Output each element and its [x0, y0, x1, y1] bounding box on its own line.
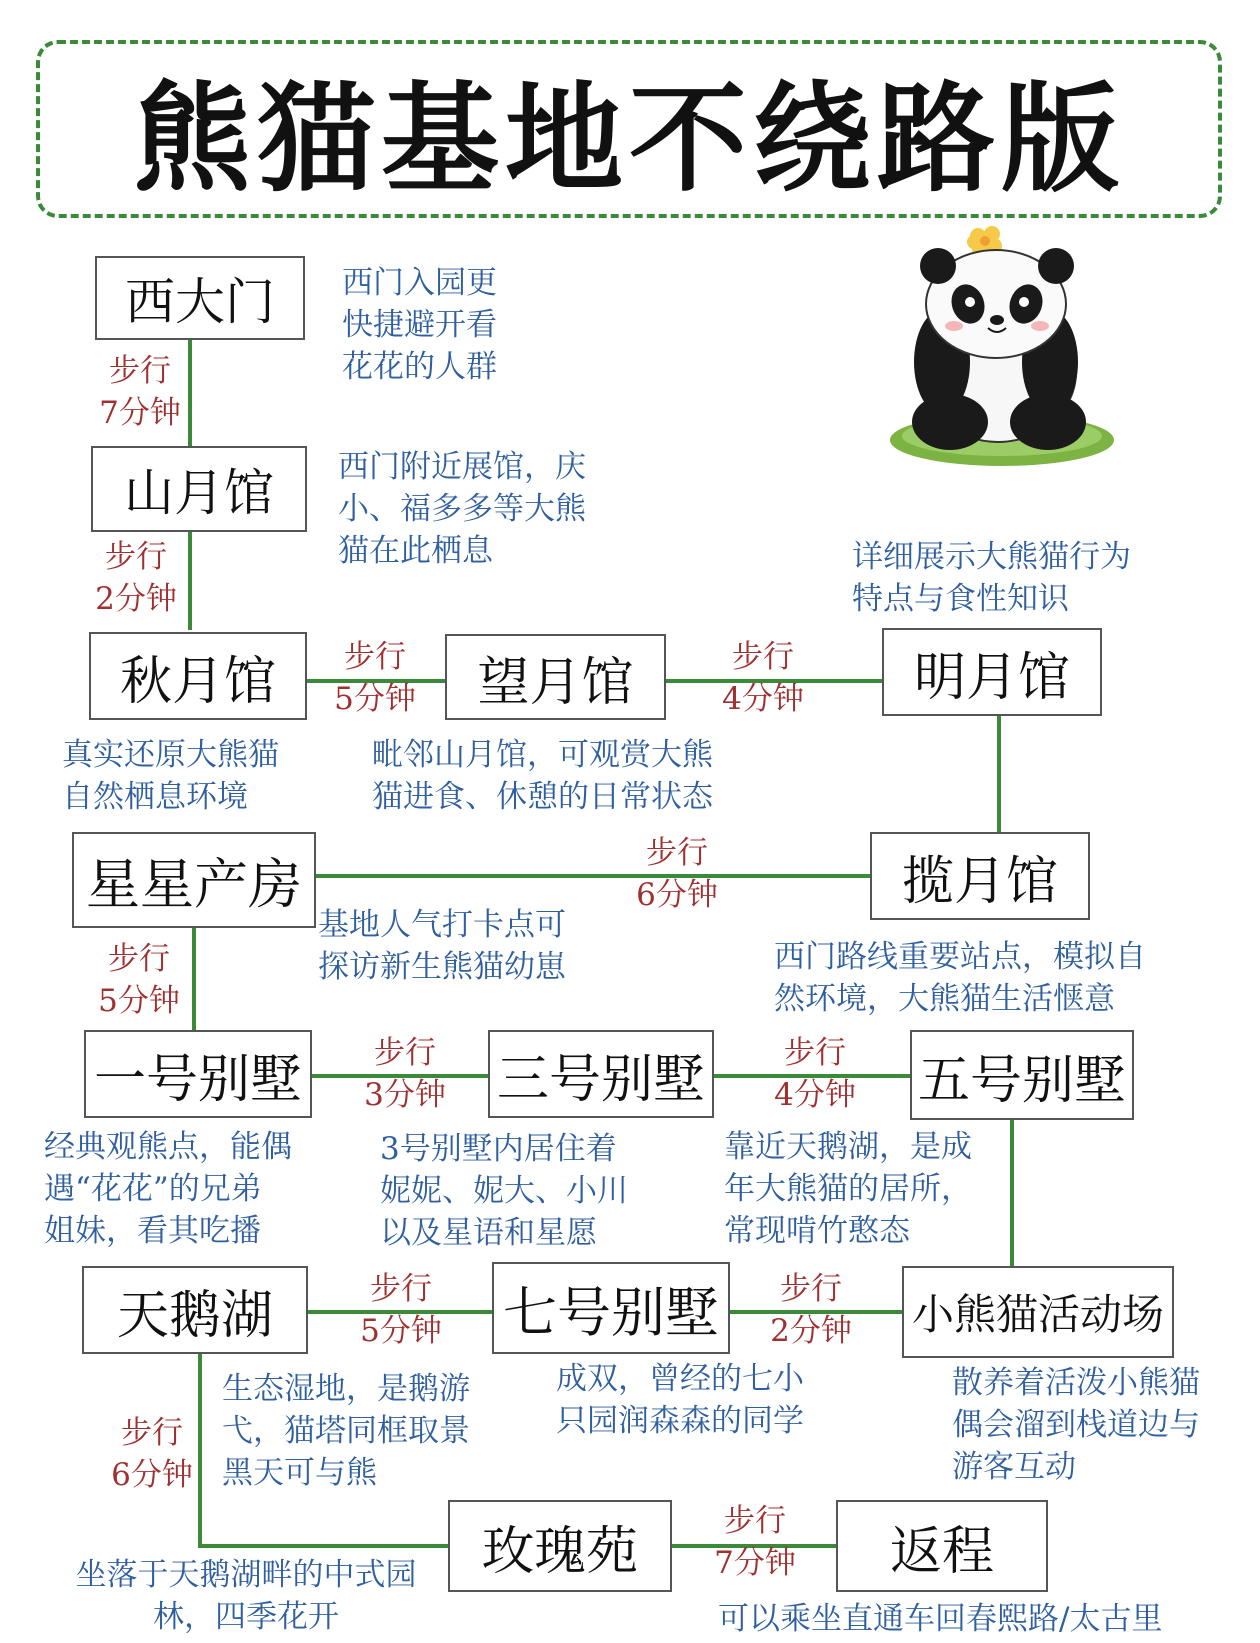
node-west-gate: 西大门: [95, 256, 305, 340]
desc-return: 可以乘坐直通车回春熙路/太古里: [718, 1601, 1163, 1637]
desc-swan-lake: 生态湿地，是鹅游 弋，猫塔同框取景 黑天可与熊: [222, 1371, 470, 1491]
node-wangyue: 望月馆: [445, 634, 666, 720]
walk-label-6: 步行 5分钟: [98, 941, 180, 1019]
walk-label-11: 步行 6分钟: [111, 1415, 193, 1493]
desc-wangyue: 毗邻山月馆，可观赏大熊 猫进食、休憩的日常状态: [372, 737, 713, 815]
desc-mingyue: 详细展示大熊猫行为 特点与食性知识: [852, 539, 1131, 617]
node-qiuyue: 秋月馆: [89, 632, 307, 720]
node-villa3: 三号别墅: [488, 1030, 714, 1118]
node-lanyue: 揽月馆: [870, 832, 1090, 920]
desc-rose-garden: 坐落于天鹅湖畔的中式园 林，四季花开: [75, 1557, 417, 1635]
desc-west-gate: 西门入园更 快捷避开看 花花的人群: [342, 265, 497, 385]
node-villa7: 七号别墅: [492, 1262, 730, 1354]
panda-illustration: [880, 222, 1120, 472]
walk-label-1: 步行 7分钟: [99, 353, 181, 431]
desc-red-panda: 散养着活泼小熊猫 偶会溜到栈道边与 游客互动: [952, 1365, 1200, 1485]
desc-shanyue: 西门附近展馆，庆 小、福多多等大熊 猫在此栖息: [338, 449, 586, 569]
walk-label-12: 步行 7分钟: [714, 1503, 796, 1581]
walk-label-2: 步行 2分钟: [95, 539, 177, 617]
node-xingxing: 星星产房: [72, 832, 316, 928]
node-red-panda: 小熊猫活动场: [902, 1266, 1174, 1358]
desc-villa1: 经典观熊点，能偶 遇“花花”的兄弟 姐妹，看其吃播: [44, 1129, 292, 1249]
walk-label-7: 步行 3分钟: [364, 1035, 446, 1113]
node-rose-garden: 玫瑰苑: [448, 1500, 672, 1592]
node-swan-lake: 天鹅湖: [82, 1266, 308, 1354]
desc-qiuyue: 真实还原大熊猫 自然栖息环境: [62, 737, 279, 815]
desc-villa7: 成双，曾经的七小 只园润森森的同学: [556, 1361, 804, 1439]
page-title: 熊猫基地不绕路版: [132, 70, 1125, 208]
walk-label-4: 步行 4分钟: [722, 639, 804, 717]
node-shanyue: 山月馆: [91, 446, 307, 532]
node-return: 返程: [836, 1500, 1048, 1592]
walk-label-10: 步行 2分钟: [770, 1271, 852, 1349]
walk-label-3: 步行 5分钟: [334, 639, 416, 717]
node-villa5: 五号别墅: [910, 1030, 1134, 1120]
desc-xingxing: 基地人气打卡点可 探访新生熊猫幼崽: [318, 907, 566, 985]
desc-villa3: 3号别墅内居住着 妮妮、妮大、小川 以及星语和星愿: [380, 1131, 628, 1251]
desc-villa5: 靠近天鹅湖，是成 年大熊猫的居所， 常现啃竹憨态: [724, 1129, 972, 1249]
node-villa1: 一号别墅: [84, 1030, 312, 1118]
walk-label-5: 步行 6分钟: [636, 835, 718, 913]
walk-label-9: 步行 5分钟: [360, 1271, 442, 1349]
desc-lanyue: 西门路线重要站点，模拟自 然环境，大熊猫生活惬意: [774, 939, 1146, 1017]
node-mingyue: 明月馆: [882, 628, 1102, 716]
walk-label-8: 步行 4分钟: [774, 1035, 856, 1113]
